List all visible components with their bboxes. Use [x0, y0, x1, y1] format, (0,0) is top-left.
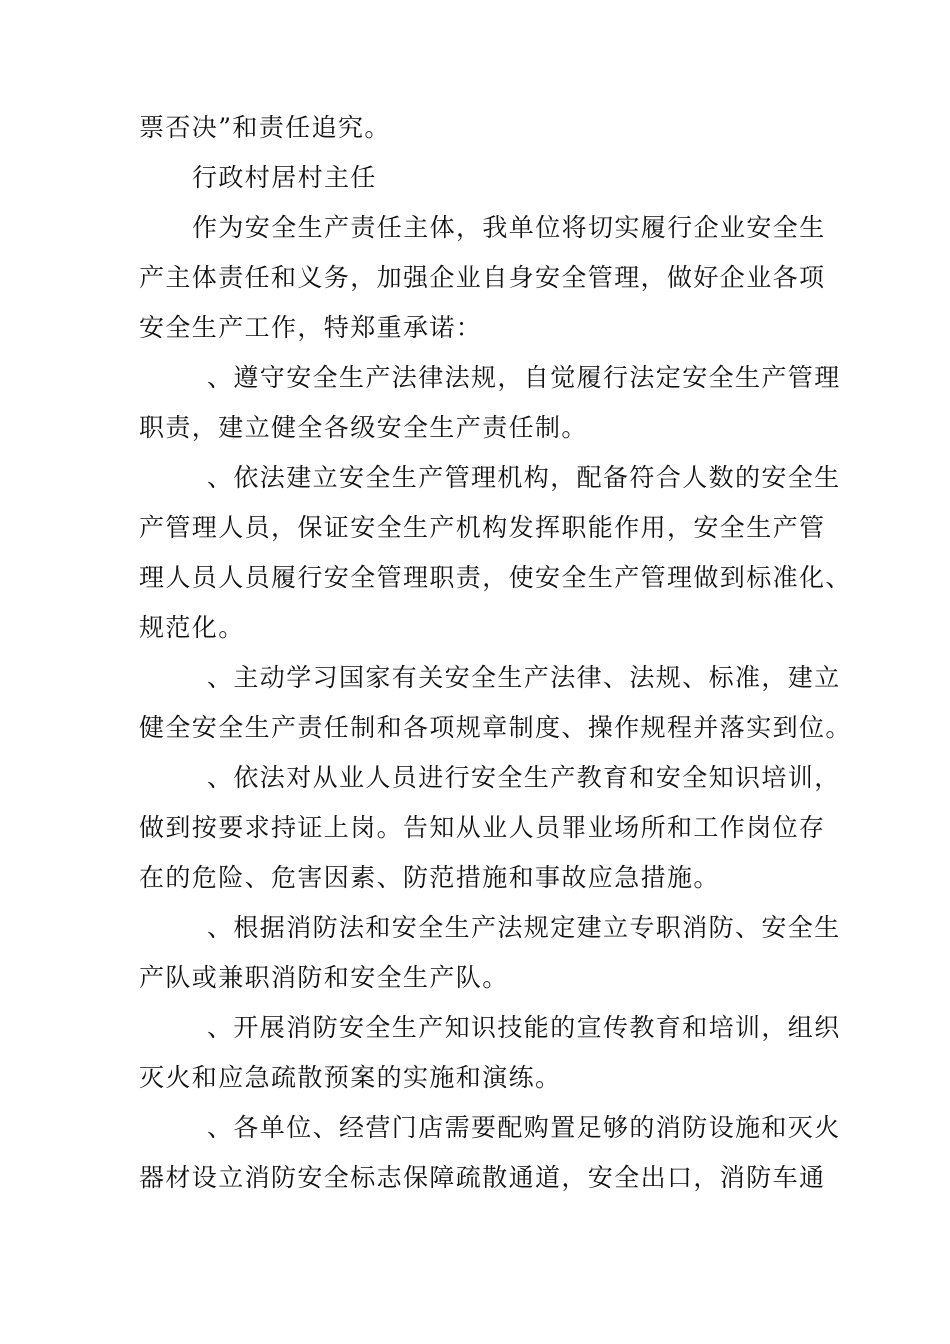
- text-line: 安全生产工作，特郑重承诺：: [139, 313, 483, 342]
- text-line: 产主体责任和义务，加强企业自身安全管理，做好企业各项: [139, 263, 826, 292]
- text-line: 行政村居村主任: [192, 163, 377, 192]
- text-line: 灭火和应急疏散预案的实施和演练。: [139, 1063, 562, 1092]
- text-line: 票否决”和责任追究。: [139, 113, 391, 142]
- text-line: 、主动学习国家有关安全生产法律、法规、标准，建立: [207, 663, 841, 692]
- text-line: 在的危险、危害因素、防范措施和事故应急措施。: [139, 863, 720, 892]
- text-line: 产队或兼职消防和安全生产队。: [139, 963, 509, 992]
- text-line: 健全安全生产责任制和各项规章制度、操作规程并落实到位。: [139, 713, 852, 742]
- text-line: 、开展消防安全生产知识技能的宣传教育和培训，组织: [207, 1013, 841, 1042]
- text-line: 做到按要求持证上岗。告知从业人员罪业场所和工作岗位存: [139, 813, 826, 842]
- text-line: 器材设立消防安全标志保障疏散通道，安全出口，消防车通: [139, 1163, 826, 1192]
- text-line: 产管理人员，保证安全生产机构发挥职能作用，安全生产管: [139, 513, 826, 542]
- text-line: 理人员人员履行安全管理职责，使安全生产管理做到标准化、: [139, 563, 852, 592]
- text-line: 、各单位、经营门店需要配购置足够的消防设施和灭火: [207, 1113, 841, 1142]
- text-line: 规范化。: [139, 613, 245, 642]
- text-line: 职责，建立健全各级安全生产责任制。: [139, 413, 588, 442]
- text-line: 、依法对从业人员进行安全生产教育和安全知识培训，: [207, 763, 841, 792]
- text-line: 、依法建立安全生产管理机构，配备符合人数的安全生: [207, 463, 841, 492]
- text-line: 作为安全生产责任主体，我单位将切实履行企业安全生: [192, 213, 826, 242]
- text-line: 、遵守安全生产法律法规，自觉履行法定安全生产管理: [207, 363, 841, 392]
- text-line: 、根据消防法和安全生产法规定建立专职消防、安全生: [207, 913, 841, 942]
